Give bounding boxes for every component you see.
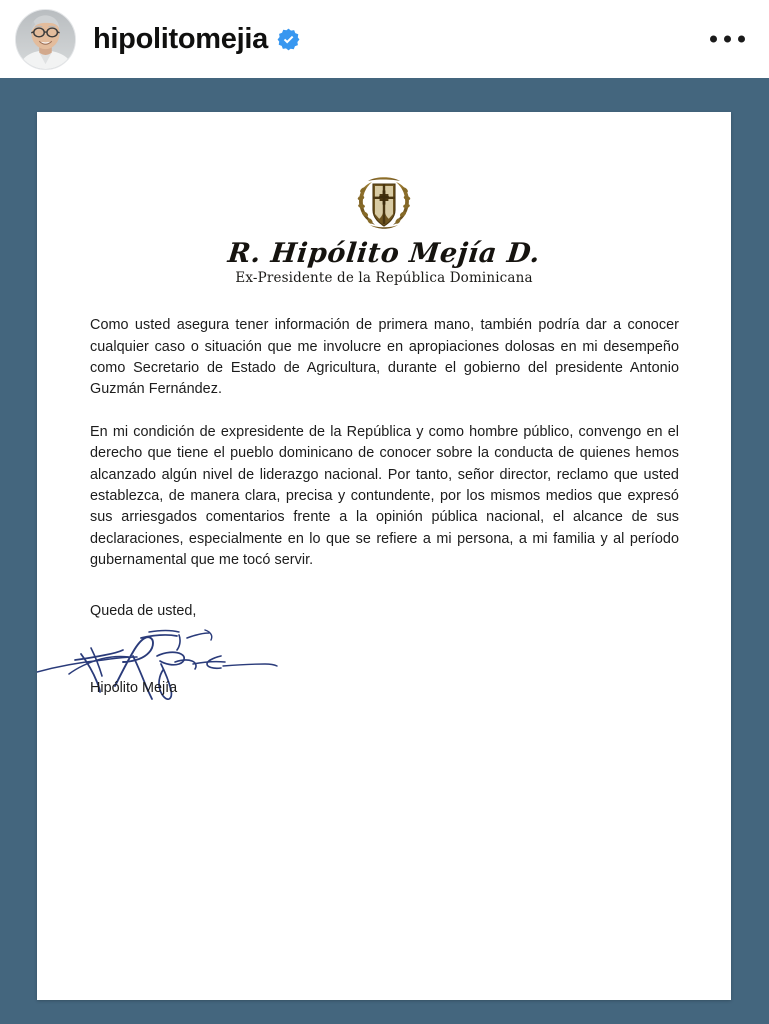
letter-body	[37, 315, 731, 700]
letter-paragraph: En mi condición de expresidente de la República y como hombre público, convengo en el derecho que tiene el pueblo dominicano de conocer sobre la conducta de quienes hemos alcanzado algún nivel de liderazgo nacional. Por tanto, señor director, reclamo que usted establezca, de manera clara, precisa y contundente, por los mismos medios que expresó sus arriesgados comentarios frente a la opinión pública nacional, el alcance de sus declaraciones, especialmente en lo que se refiere a mi persona, a mi familia y al período gubernamental que me tocó servir.	[90, 423, 679, 569]
coat-of-arms-icon	[352, 172, 416, 234]
post-media[interactable]	[0, 78, 769, 1024]
signature-block	[90, 626, 679, 700]
avatar[interactable]	[15, 9, 76, 70]
more-options-dot	[738, 36, 745, 43]
letter-document	[37, 112, 731, 1000]
letterhead-name: R. Hipólito Mejía D.	[226, 238, 542, 269]
verified-badge-icon	[277, 28, 300, 51]
username-label[interactable]: hipolitomejia	[93, 22, 268, 55]
more-options-button[interactable]	[706, 28, 749, 51]
more-options-dot	[724, 36, 731, 43]
more-options-dot	[710, 36, 717, 43]
letter-closing: Queda de usted,	[90, 602, 197, 619]
post-header	[0, 0, 769, 78]
letterhead	[37, 112, 731, 286]
letterhead-subtitle: Ex-Presidente de la República Dominicana	[235, 270, 533, 287]
username-group[interactable]	[93, 22, 300, 55]
letter-paragraph: Como usted asegura tener información de primera mano, también podría dar a conocer cualquier caso o situación que me involucre en apropiaciones dolosas en mi desempeño como Secretario de Estado de Agricultura, durante el gobierno del presidente Antonio Guzmán Fernández.	[90, 317, 679, 398]
signer-name: Hipólito Mejía	[90, 680, 178, 697]
